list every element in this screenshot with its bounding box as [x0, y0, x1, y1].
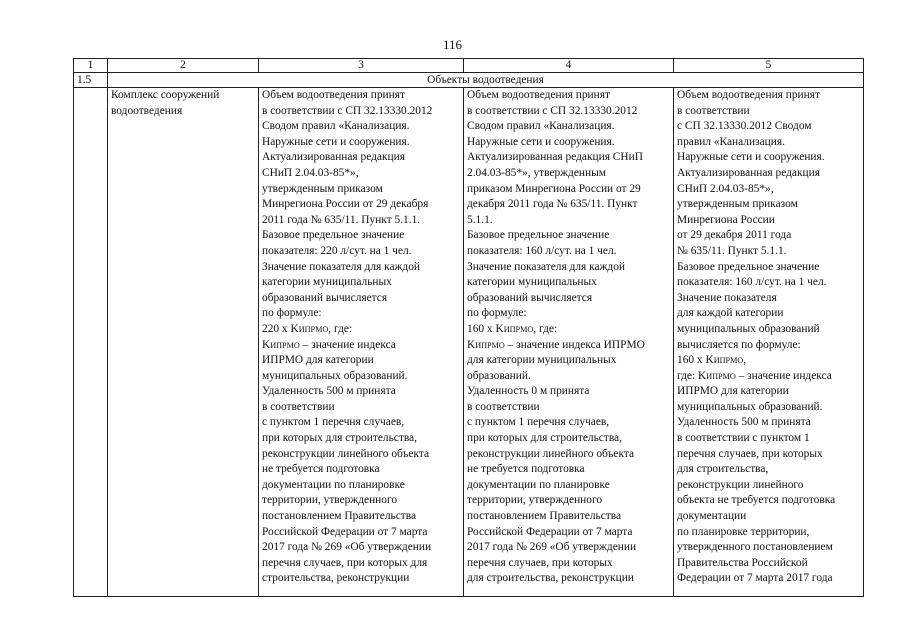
text-line: документации по планировке — [467, 478, 610, 491]
text-line: Удаленность 500 м принята — [262, 385, 396, 398]
page-number: 116 — [442, 37, 463, 52]
text-line: Объем водоотведения принят — [262, 89, 405, 101]
text-line: от 29 декабря 2011 года — [677, 229, 792, 242]
text-line: с пунктом 1 перечня случаев, — [262, 416, 405, 429]
text-line: для строительства, — [677, 463, 769, 476]
regulation-table — [73, 58, 864, 597]
text-line: объекта не требуется подготовка — [677, 494, 836, 507]
text-line: перечня случаев, при которых — [677, 447, 823, 460]
text-line: с СП 32.13330.2012 Сводом — [677, 120, 812, 133]
section-title: Объекты водоотведения — [108, 73, 864, 88]
text-line: Минрегиона России от 29 декабря — [262, 198, 429, 211]
text-line: СНиП 2.04.03-85*», — [677, 182, 774, 195]
text-line: 220 х KИПРМО, где: — [262, 322, 353, 335]
text-line: Значение показателя для каждой — [262, 260, 420, 273]
text-line: не требуется подготовка — [467, 463, 585, 476]
column-number: 4 — [464, 59, 674, 73]
text-line: Удаленность 0 м принята — [467, 385, 590, 398]
text-line: для категории муниципальных — [467, 354, 617, 367]
text-line: для каждой категории — [677, 307, 784, 320]
text-line: Объем водоотведения принят — [467, 89, 610, 101]
text-line: документации — [677, 510, 747, 523]
text-line: в соответствии с СП 32.13330.2012 — [262, 104, 433, 117]
text-line: утвержденным приказом — [677, 198, 798, 211]
text-line: с пунктом 1 перечня случаев, — [467, 416, 610, 429]
text-line: 2011 года № 635/11. Пункт 5.1.1. — [262, 213, 421, 226]
text-line: образований. — [467, 369, 531, 382]
text-line: приказом Минрегиона России от 29 — [467, 182, 641, 195]
column-number: 3 — [259, 59, 464, 73]
text-line: постановлением Правительства — [262, 510, 417, 523]
text-line: KИПРМО – значение индекса — [262, 338, 396, 351]
justification-cell-col4 — [464, 88, 674, 597]
text-line: Наружные сети и сооружения. — [467, 135, 615, 148]
text-line: в соответствии с СП 32.13330.2012 — [467, 104, 638, 117]
text-line: KИПРМО – значение индекса ИПРМО — [467, 338, 645, 351]
text-line: СНиП 2.04.03-85*», — [262, 166, 359, 179]
text-line: Базовое предельное значение — [262, 229, 405, 242]
text-line: утвержденным приказом — [262, 182, 383, 195]
text-line: перечня случаев, при которых для — [262, 556, 428, 569]
text-line: 2017 года № 269 «Об утверждении — [262, 541, 432, 554]
text-line: Сводом правил «Канализация. — [467, 120, 615, 133]
text-line: Удаленность 500 м принята — [677, 416, 811, 429]
text-line: Российской Федерации от 7 марта — [467, 525, 633, 538]
section-number: 1.5 — [74, 73, 108, 88]
text-line: где: KИПРМО – значение индекса — [677, 369, 832, 382]
column-numbers-row — [74, 59, 864, 73]
text-line: Минрегиона России — [677, 213, 775, 226]
text-line: Актуализированная редакция СНиП — [467, 151, 643, 164]
text-line: Российской Федерации от 7 марта — [262, 525, 428, 538]
text-line: для строительства, реконструкции — [467, 572, 634, 585]
text-line: в соответствии — [262, 400, 335, 413]
text-line: реконструкции линейного — [677, 478, 804, 491]
text-line: Значение показателя для каждой — [467, 260, 625, 273]
text-line: утвержденного постановлением — [677, 541, 833, 554]
justification-cell-col3 — [259, 88, 464, 597]
column-number: 1 — [74, 59, 108, 73]
text-line: 160 х KИПРМО, — [677, 354, 747, 367]
text-line: Наружные сети и сооружения. — [262, 135, 410, 148]
text-line: по формуле: — [262, 307, 322, 320]
section-row — [74, 73, 864, 88]
text-line: показателя: 160 л/сут. на 1 чел. — [467, 244, 617, 257]
text-line: документации по планировке — [262, 478, 405, 491]
text-line: ИПРМО для категории — [677, 385, 789, 398]
text-line: строительства, реконструкции — [262, 572, 410, 585]
column-number: 2 — [108, 59, 259, 73]
text-line: реконструкции линейного объекта — [467, 447, 635, 460]
text-line: 5.1.1. — [467, 213, 493, 226]
text-line: в соответствии с пунктом 1 — [677, 432, 810, 445]
text-line: Правительства Российской — [677, 556, 808, 569]
text-line: 2017 года № 269 «Об утверждении — [467, 541, 637, 554]
text-line: в соответствии — [677, 104, 750, 117]
text-line: Актуализированная редакция — [677, 166, 820, 179]
text-line: постановлением Правительства — [467, 510, 622, 523]
column-number: 5 — [674, 59, 864, 73]
justification-cell-col5 — [674, 88, 864, 597]
text-line: водоотведения — [111, 104, 183, 117]
text-line: муниципальных образований. — [677, 400, 823, 413]
text-line: образований вычисляется — [467, 291, 593, 304]
object-name-cell — [108, 88, 259, 597]
text-line: 160 х KИПРМО, где: — [467, 322, 558, 335]
text-line: территории, утвержденного — [262, 494, 398, 507]
text-line: Федерации от 7 марта 2017 года — [677, 572, 833, 585]
table-row — [74, 88, 864, 597]
text-line: Сводом правил «Канализация. — [262, 120, 410, 133]
text-line: образований вычисляется — [262, 291, 388, 304]
text-line: перечня случаев, при которых — [467, 556, 613, 569]
text-line: территории, утвержденного — [467, 494, 603, 507]
text-line: при которых для строительства, — [262, 432, 417, 445]
text-line: вычисляется по формуле: — [677, 338, 801, 351]
text-line: по планировке территории, — [677, 525, 810, 538]
text-line: декабря 2011 года № 635/11. Пункт — [467, 198, 638, 211]
text-line: Актуализированная редакция — [262, 151, 405, 164]
text-line: Комплекс сооружений — [111, 89, 220, 101]
text-line: категории муниципальных — [262, 276, 392, 289]
text-line: категории муниципальных — [467, 276, 597, 289]
text-line: муниципальных образований — [677, 322, 820, 335]
text-line: Наружные сети и сооружения. — [677, 151, 825, 164]
text-line: Значение показателя — [677, 291, 777, 304]
text-line: Базовое предельное значение — [467, 229, 610, 242]
text-line: при которых для строительства, — [467, 432, 622, 445]
text-line: муниципальных образований. — [262, 369, 408, 382]
text-line: Объем водоотведения принят — [677, 89, 820, 101]
text-line: реконструкции линейного объекта — [262, 447, 430, 460]
text-line: показателя: 220 л/сут. на 1 чел. — [262, 244, 412, 257]
text-line: правил «Канализация. — [677, 135, 785, 148]
text-line: ИПРМО для категории — [262, 354, 374, 367]
row-number-cell — [74, 88, 108, 597]
text-line: не требуется подготовка — [262, 463, 380, 476]
text-line: № 635/11. Пункт 5.1.1. — [677, 244, 787, 257]
text-line: по формуле: — [467, 307, 527, 320]
text-line: Базовое предельное значение — [677, 260, 820, 273]
text-line: 2.04.03-85*», утвержденным — [467, 166, 606, 179]
text-line: показателя: 160 л/сут. на 1 чел. — [677, 276, 827, 289]
text-line: в соответствии — [467, 400, 540, 413]
